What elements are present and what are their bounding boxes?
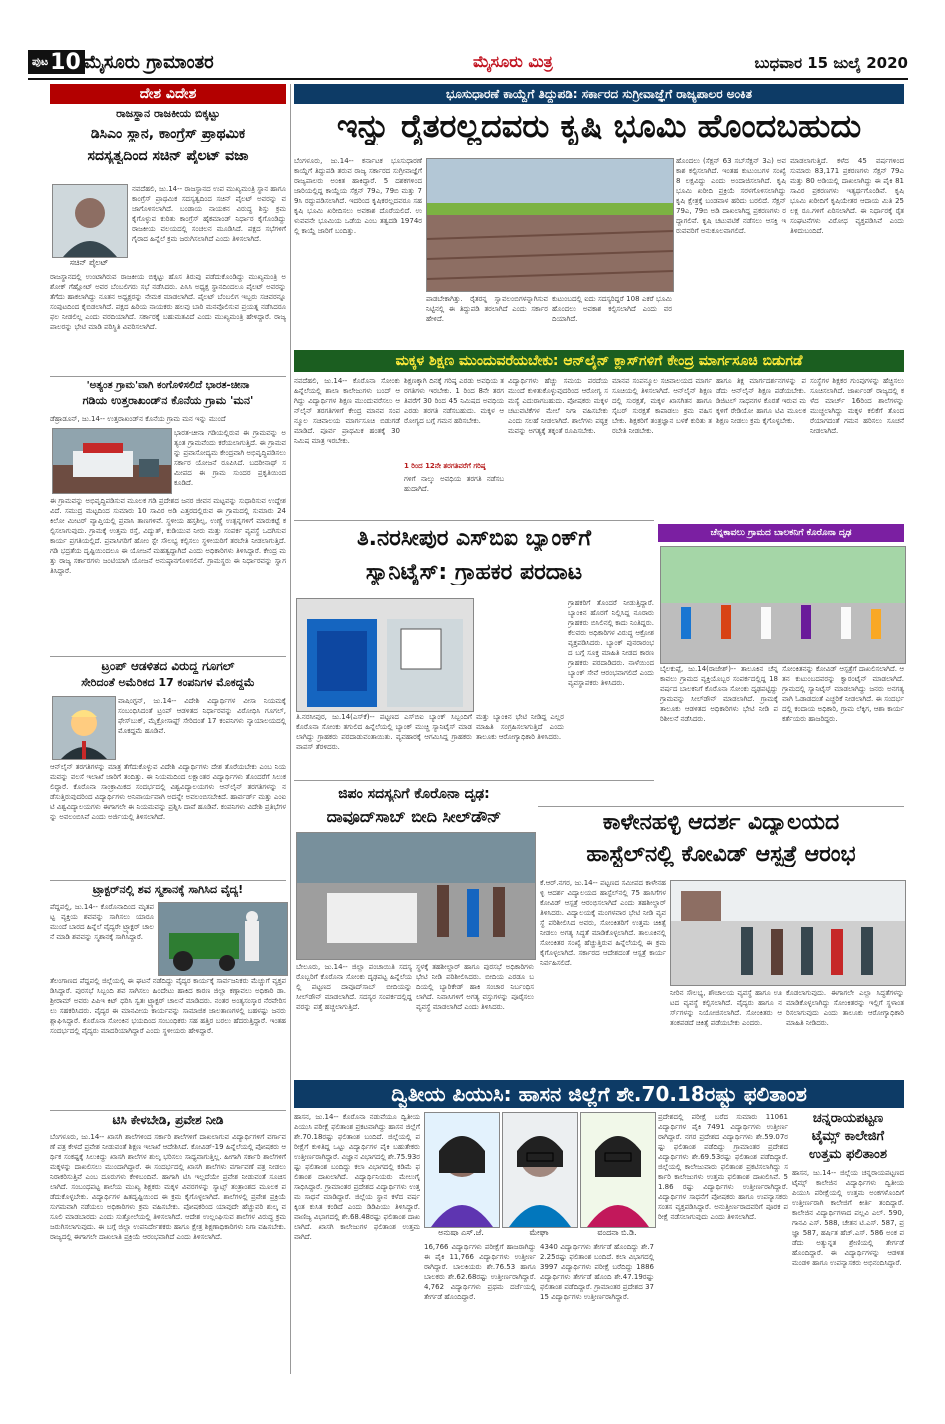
- sachin-pilot-photo: [52, 184, 128, 258]
- newspaper-name: ಮೈಸೂರು ಮಿತ್ರ: [473, 52, 553, 71]
- tractor-photo: [158, 902, 288, 976]
- top-body-col1: ಬೆಂಗಳೂರು, ಜು.14-- ಕರ್ನಾಟಕ ಭೂಸುಧಾರಣೆ ಕಾಯ್ದೆಗೆ ತಿದ್ದುಪಡಿ ತರುವ ರಾಜ್ಯ ಸರ್ಕಾರದ ಸುಗ್ರೀವಾಜ್ಞೆಗೆ ರಾಜ್ಯಪಾಲರು ಅಂಕಿತ ಹಾಕಿದ್ದಾರೆ. 5 ದಶಕಗಳಿಂದ ಜಾರಿಯಲ್ಲಿದ್ದ ಕಾಯ್ದೆಯ ಸೆಕ್ಷನ್ 79ಎ, 79ಬಿ ಮತ್ತು 79ಸಿ ರದ್ದುಪಡಿಸಲಾಗಿದೆ. ಇದರಿಂದ ಕೃಷಿಕರಲ್ಲದವರೂ ಸಹ ಕೃಷಿ ಭೂಮಿ ಖರೀದಿಸಲು ಅವಕಾಶ ದೊರೆಯಲಿದೆ. ಉಳುವವನೇ ಭೂಮಿಯ ಒಡೆಯ ಎಂಬ ತತ್ವದಡಿ 1974ರಲ್ಲಿ ಕಾಯ್ದೆ ಜಾರಿಗೆ ಬಂದಿತ್ತು.: [294, 157, 422, 235]
- puc-body-col3: 4340 ವಿದ್ಯಾರ್ಥಿಗಳು ತೇರ್ಗಡೆ ಹೊಂದಿದ್ದು ಶೇ.72.25ರಷ್ಟು ಫಲಿತಾಂಶ ಬಂದಿದೆ. ಕಲಾ ವಿಭಾಗದಲ್ಲಿ 3997 ವಿದ್ಯಾರ್ಥಿಗಳು ಪರೀಕ್ಷೆ ಬರೆದಿದ್ದು 1886 ವಿದ್ಯಾರ್ಥಿಗಳು ತೇರ್ಗಡೆ ಹೊಂದಿ ಶೇ.47.19ರಷ್ಟು ಫಲಿತಾಂಶ ಪಡೆದಿದ್ದಾರೆ. ಗ್ರಾಮಾಂತರ ಪ್ರದೇಶದ 3715 ವಿದ್ಯಾರ್ಥಿಗಳು ಉತ್ತೀರ್ಣರಾಗಿದ್ದಾರೆ.: [540, 1243, 654, 1301]
- puc-headline: ದ್ವಿತೀಯ ಪಿಯುಸಿ: ಹಾಸನ ಜಿಲ್ಲೆಗೆ ಶೇ.70.18ರಷ್ಟು ಫಲಿತಾಂಶ: [294, 1080, 904, 1108]
- story4-headline: ಟ್ರ್ಯಾಕ್ಟರ್‌ನಲ್ಲಿ ಶವ ಸ್ಮಶಾನಕ್ಕೆ ಸಾಗಿಸಿದ ವೈದ್ಯ!: [92, 884, 244, 896]
- issue-date: ಬುಧವಾರ 15 ಜುಲೈ 2020: [754, 54, 908, 72]
- online-body-col5: ಹಾಗೂ ತಿಕ್ಷ ಮಾರ್ಗದರ್ಶನಗಳನ್ನು ಪಡೆದು ಆನ್‌ಲೈನ್ ಶಿಕ್ಷಣ ಪಡೆಯಬೇಕು. ಡಿಜಿಟಲ್ ಸಾಧನಗಳ ಕೊರತೆ ಇರುವ ಮಕ್ಕಳಿಗೆ ರೇಡಿಯೋ ಹಾಗೂ ಟಿವಿ ಮೂಲಕ ಶಿಕ್ಷಣ ನೀಡಲು ಕ್ರಮ ಕೈಗೊಳ್ಳಬೇಕು.: [716, 377, 806, 425]
- top-strap: ಭೂಸುಧಾರಣೆ ಕಾಯ್ದೆಗೆ ತಿದ್ದುಪಡಿ: ಸರ್ಕಾರದ ಸುಗ್ರೀವಾಜ್ಞೆಗೆ ರಾಜ್ಯಪಾಲರ ಅಂಕಿತ: [294, 84, 904, 104]
- hostel-body-col1: ಕೆ.ಆರ್.ನಗರ, ಜು.14-- ಪಟ್ಟಣದ ಸಮೀಪದ ಕಾಳೇನಹಳ್ಳಿ ಆದರ್ಶ ವಿದ್ಯಾಲಯದ ಹಾಸ್ಟೆಲ್‌ನಲ್ಲಿ 75 ಹಾಸಿಗೆಗಳ ಕೋವಿಡ್ ಆಸ್ಪತ್ರೆ ಆರಂಭಿಸಲಾಗಿದೆ ಎಂದು ತಹಶೀಲ್ದಾರ್ ತಿಳಿಸಿದರು. ವಿದ್ಯಾಲಯಕ್ಕೆ ಮಂಗಳವಾರ ಭೇಟಿ ನೀಡಿ ವ್ಯವಸ್ಥೆ ಪರಿಶೀಲಿಸಿದ ಅವರು, ಸೋಂಕಿತರಿಗೆ ಉತ್ತಮ ಚಿಕಿತ್ಸೆ ನೀಡಲು ಅಗತ್ಯ ಸಿದ್ಧತೆ ಮಾಡಿಕೊಳ್ಳಲಾಗಿದೆ. ತಾಲೂಕಿನಲ್ಲಿ ಸೋಂಕಿತರ ಸಂಖ್ಯೆ ಹೆಚ್ಚುತ್ತಿರುವ ಹಿನ್ನೆಲೆಯಲ್ಲಿ ಈ ಕ್ರಮ ಕೈಗೊಳ್ಳಲಾಗಿದೆ. ಸರ್ಕಾರದ ಆದೇಶದಂತೆ ಆಸ್ಪತ್ರೆ ಕಾರ್ಯನಿರ್ವಹಿಸಲಿದೆ.: [540, 879, 666, 967]
- story2-headline-2: ಗಡಿಯ ಉತ್ತರಾಖಂಡ್‌ನ ಕೊನೆಯ ಗ್ರಾಮ 'ಮನ': [82, 395, 254, 407]
- online-body-col2: ಶಿಕ್ಷಣಕ್ಕಾಗಿ ದಿನಕ್ಕೆ ಗರಿಷ್ಠ ಎರಡು ಅವಧಿಯ ತರಗತಿಗಳು ಇರಬೇಕು. 1 ರಿಂದ 8ನೇ ತರಗತಿವರೆಗೆ 30 ರಿಂದ 45 ನಿಮಿಷದ ಅವಧಿಯ ಎರಡು ತರಗತಿ ನಡೆಸಬಹುದು. ಮಕ್ಕಳ ಆರೋಗ್ಯದ ಬಗ್ಗೆ ಗಮನ ಹರಿಸಬೇಕು.: [404, 377, 504, 425]
- divider: [538, 806, 904, 807]
- header-rule: [28, 78, 908, 80]
- online-class-headline: ಮಕ್ಕಳ ಶಿಕ್ಷಣ ಮುಂದುವರೆಯಬೇಕು: ಆನ್‌ಲೈನ್ ಕ್ಲಾಸ್‌ಗಳಿಗೆ ಕೇಂದ್ರ ಮಾರ್ಗಸೂಚಿ ಬಿಡುಗಡೆ: [294, 350, 904, 372]
- mana-village-photo: [52, 428, 172, 494]
- story4-body-b: ತೆಲಂಗಾಣದ ಪೆದ್ದಪಲ್ಲಿ ಜಿಲ್ಲೆಯಲ್ಲಿ ಈ ಘಟನೆ ನಡೆದಿದ್ದು ವೈದ್ಯರ ಕಾರ್ಯಕ್ಕೆ ಸಾರ್ವಜನಿಕರು ಮೆಚ್ಚುಗೆ ವ್ಯಕ್ತಪಡಿಸಿದ್ದಾರೆ. ಪುರಸಭೆ ಸಿಬ್ಬಂದಿ ಶವ ಸಾಗಿಸಲು ಹಿಂದೇಟು ಹಾಕಿದ ಕಾರಣ ಜಿಲ್ಲಾ ಕಣ್ಗಾವಲು ಅಧಿಕಾರಿ ಡಾ. ಶ್ರೀರಾಮ್ ಅವರು ಪಿಪಿಇ ಕಿಟ್ ಧರಿಸಿ ಸ್ವತಃ ಟ್ರ್ಯಾಕ್ಟರ್ ಚಾಲನೆ ಮಾಡಿದರು. ನಂತರ ಅಂತ್ಯಸಂಸ್ಕಾರ ನೆರವೇರಿಸಲು ಸಹಕರಿಸಿದರು. ವೈದ್ಯರ ಈ ಮಾನವೀಯ ಕಾರ್ಯವನ್ನು ಸಾಮಾಜಿಕ ಜಾಲತಾಣಗಳಲ್ಲಿ ಬಹಳಷ್ಟು ಜನರು ಶ್ಲಾಘಿಸಿದ್ದಾರೆ. ಕೊರೊನಾ ಸೋಂಕಿನ ಭಯದಿಂದ ಸಂಬಂಧಿಕರು ಸಹ ಹತ್ತಿರ ಬರಲು ಹೆದರುತ್ತಿದ್ದಾರೆ. ಇಂತಹ ಸಂದರ್ಭದಲ್ಲಿ ವೈದ್ಯರು ಮಾದರಿಯಾಗಿದ್ದಾರೆ ಎಂದು ಸ್ಥಳೀಯರು ಹೇಳಿದ್ದಾರೆ.: [50, 977, 286, 1035]
- story1-body-b: ರಾಜಸ್ಥಾನದಲ್ಲಿ ಉಂಟಾಗಿರುವ ರಾಜಕೀಯ ಬಿಕ್ಕಟ್ಟು ಹೊಸ ತಿರುವು ಪಡೆದುಕೊಂಡಿದ್ದು ಮುಖ್ಯಮಂತ್ರಿ ಅಶೋಕ್ ಗೆಹ್ಲೋಟ್ ಅವರ ಬೆಂಬಲಿಗರು ಸಭೆ ನಡೆಸಿದರು. ಪಿಸಿಸಿ ಅಧ್ಯಕ್ಷ ಸ್ಥಾನದಿಂದಲೂ ಪೈಲಟ್ ಅವರನ್ನು ತೆಗೆದು ಹಾಕಲಾಗಿದ್ದು ನೂತನ ಅಧ್ಯಕ್ಷರನ್ನು ನೇಮಕ ಮಾಡಲಾಗಿದೆ. ಪೈಲಟ್ ಬೆಂಬಲಿಗ ಇಬ್ಬರು ಸಚಿವರನ್ನೂ ಸಂಪುಟದಿಂದ ಕೈಬಿಡಲಾಗಿದೆ. ಪಕ್ಷದ ಹಿರಿಯ ನಾಯಕರು ಹಲವು ಬಾರಿ ಮನವೊಲಿಸುವ ಪ್ರಯತ್ನ ನಡೆಸಿದರೂ ಫಲ ನೀಡಲಿಲ್ಲ ಎಂದು ವರದಿಯಾಗಿದೆ. ಸರ್ಕಾರಕ್ಕೆ ಬಹುಮತವಿದೆ ಎಂದು ಮುಖ್ಯಮಂತ್ರಿ ಹೇಳಿದ್ದಾರೆ. ರಾಜ್ಯಪಾಲರನ್ನು ಭೇಟಿ ಮಾಡಿ ಪರಿಸ್ಥಿತಿ ವಿವರಿಸಲಾಗಿದೆ.: [50, 273, 286, 331]
- story3-body-a: ವಾಷಿಂಗ್ಟನ್, ಜು.14-- ವಿದೇಶಿ ವಿದ್ಯಾರ್ಥಿಗಳ ವೀಸಾ ನಿಯಮಕ್ಕೆ ಸಂಬಂಧಿಸಿದಂತೆ ಟ್ರಂಪ್ ಆಡಳಿತದ ನಿರ್ಧಾರವನ್ನು ವಿರೋಧಿಸಿ ಗೂಗಲ್, ಫೇಸ್‌ಬುಕ್, ಮೈಕ್ರೋಸಾಫ್ಟ್ ಸೇರಿದಂತೆ 17 ಕಂಪನಿಗಳು ನ್ಯಾಯಾಲಯದಲ್ಲಿ ಮೊಕದ್ದಮೆ ಹೂಡಿವೆ.: [118, 697, 286, 735]
- top-body-col4: ಹೊಂದಲು (ಸೆಕ್ಷನ್ 63 ಸಬ್‌ಸೆಕ್ಷನ್ 3ಎ) ಅವಕಾಶ ಕಲ್ಪಿಸಲಾಗಿದೆ. ಇಂತಹ ಕುಟುಂಬಗಳ ಸಂಖ್ಯೆ 8 ಲಕ್ಷವಿದ್ದು ಎಂದು ಅಂದಾಜಿಸಲಾಗಿದೆ. ಕೃಷಿ ಭೂಮಿ ಖರೀದಿ ಪ್ರಕ್ರಿಯೆ ಸರಳಗೊಳಿಸಲಾಗಿದ್ದು ಕೃಷಿ ಕ್ಷೇತ್ರಕ್ಕೆ ಬಂಡವಾಳ ಹರಿದು ಬರಲಿದೆ. ಸೆಕ್ಷನ್ 79ಎ, 79ಬಿ ಅಡಿ ದಾಖಲಾಗಿದ್ದ ಪ್ರಕರಣಗಳು ರದ್ದಾಗಲಿವೆ. ಕೃಷಿ ಚಟುವಟಿಕೆ ನಡೆಸಲು ಆಸಕ್ತಿ ಇರುವವರಿಗೆ ಅನುಕೂಲವಾಗಲಿದೆ.: [676, 157, 786, 235]
- online-body-col4: ಮಾನವ ಸಂಪನ್ಮೂಲ ಸಚಿವಾಲಯದ ಮಾರ್ಗಸೂಚಿಯಲ್ಲಿ ತಿಳಿಸಲಾಗಿದೆ. ಆನ್‌ಲೈನ್ ಶಿಕ್ಷಣದಲ್ಲಿ ಸುರಕ್ಷತೆ, ಮಕ್ಕಳ ಖಾಸಗಿತನ ಹಾಗೂ ಸೈಬರ್ ಸುರಕ್ಷತೆ ಕಾಪಾಡಲು ಕ್ರಮ ವಹಿಸಬೇಕು. ಶಿಕ್ಷಕರಿಗೆ ತಂತ್ರಜ್ಞಾನ ಬಳಕೆ ಕುರಿತು ತರಬೇತಿ ನೀಡಬೇಕು.: [612, 377, 712, 435]
- sealdown-headline-2: ದಾವೂದ್‌ಸಾಬ್ ಬೀದಿ ಸೀಲ್‌ಡೌನ್: [326, 808, 502, 826]
- chennakal-photo: [660, 546, 906, 664]
- chennakal-body-col2: ಸೋಂಕಿತನನ್ನು ಕೋವಿಡ್ ಆಸ್ಪತ್ರೆಗೆ ದಾಖಲಿಸಲಾಗಿದೆ. ಆತನ ಕುಟುಂಬದವರನ್ನು ಕ್ವಾರಂಟೈನ್ ಮಾಡಲಾಗಿದೆ. ಗ್ರಾಮದಲ್ಲಿ ಸ್ಯಾನಿಟೈಸ್ ಮಾಡಲಾಗಿದ್ದು ಜನರು ಅನಗತ್ಯವಾಗಿ ಓಡಾಡದಂತೆ ಎಚ್ಚರಿಕೆ ನೀಡಲಾಗಿದೆ. ಈ ಸಂದರ್ಭದಲ್ಲಿ ಕಂದಾಯ ಅಧಿಕಾರಿ, ಗ್ರಾಮ ಲೆಕ್ಕಿಗ, ಆಶಾ ಕಾರ್ಯಕರ್ತೆಯರು ಹಾಜರಿದ್ದರು.: [782, 665, 904, 723]
- chennakal-headline: ಚೆನ್ನಕಾವಲು ಗ್ರಾಮದ ಬಾಲಕನಿಗೆ ಕೊರೊನಾ ದೃಢ: [658, 524, 904, 542]
- sealdown-headline-1: ಜಿಪಂ ಸದಸ್ಯನಿಗೆ ಕೊರೊನಾ ದೃಢ:: [338, 786, 490, 802]
- chennakal-body-col1: ಬೈಲಕುಪ್ಪೆ, ಜು.14(ರಾಜೇಶ್)-- ತಾಲೂಕಿನ ಚೆನ್ನಕಾವಲು ಗ್ರಾಮದ ವ್ಯಕ್ತಿಯೊಬ್ಬರ ಸಂಪರ್ಕದಲ್ಲಿದ್ದ 18 ವರ್ಷದ ಬಾಲಕನಿಗೆ ಕೊರೊನಾ ಸೋಂಕು ದೃಢಪಟ್ಟಿದ್ದು ಗ್ರಾಮವನ್ನು ಸೀಲ್‌ಡೌನ್ ಮಾಡಲಾಗಿದೆ. ಗ್ರಾಮಕ್ಕೆ ತಾಲೂಕು ಆಡಳಿತದ ಅಧಿಕಾರಿಗಳು ಭೇಟಿ ನೀಡಿ ಪರಿಶೀಲನೆ ನಡೆಸಿದರು.: [660, 665, 778, 723]
- hostel-photo: [670, 880, 906, 986]
- section-tag: ದೇಶ ವಿದೇಶ: [50, 84, 286, 104]
- student-caption-2: ಮೇಘಾ: [529, 1228, 549, 1237]
- puc-body-col2: 16,766 ವಿದ್ಯಾರ್ಥಿಗಳು ಪರೀಕ್ಷೆಗೆ ಹಾಜರಾಗಿದ್ದು ಈ ಪೈಕಿ 11,766 ವಿದ್ಯಾರ್ಥಿಗಳು ಉತ್ತೀರ್ಣರಾಗಿದ್ದಾರೆ. ಬಾಲಕಿಯರು ಶೇ.76.53 ಹಾಗೂ ಬಾಲಕರು ಶೇ.62.68ರಷ್ಟು ಉತ್ತೀರ್ಣರಾಗಿದ್ದಾರೆ. 4,762 ವಿದ್ಯಾರ್ಥಿಗಳು ಪ್ರಥಮ ದರ್ಜೆಯಲ್ಲಿ ತೇರ್ಗಡೆ ಹೊಂದಿದ್ದಾರೆ.: [424, 1243, 536, 1301]
- hostel-headline-2: ಹಾಸ್ಟೆಲ್‌ನಲ್ಲಿ ಕೋವಿಡ್ ಆಸ್ಪತ್ರೆ ಆರಂಭ: [586, 842, 856, 867]
- student-photo-3: [580, 1112, 656, 1228]
- story2-headline-1: 'ಅತ್ಯಂತ ಗ್ರಾಮ'ವಾಗಿ ಕಂಗೊಳಿಸಲಿದೆ ಭಾರತ-ಚೀನಾ: [86, 380, 250, 391]
- story1-body-a: ನವದೆಹಲಿ, ಜು.14-- ರಾಜಸ್ಥಾನದ ಉಪ ಮುಖ್ಯಮಂತ್ರಿ ಸ್ಥಾನ ಹಾಗೂ ಕಾಂಗ್ರೆಸ್ ಪ್ರಾಥಮಿಕ ಸದಸ್ಯತ್ವದಿಂದ ಸಚಿನ್ ಪೈಲಟ್ ಅವರನ್ನು ವಜಾಗೊಳಿಸಲಾಗಿದೆ. ಬಂಡಾಯ ನಾಯಕನ ವಿರುದ್ಧ ಶಿಸ್ತು ಕ್ರಮ ಕೈಗೊಳ್ಳುವ ಕುರಿತು ಕಾಂಗ್ರೆಸ್ ಹೈಕಮಾಂಡ್ ನಿರ್ಧಾರ ಕೈಗೊಂಡಿದ್ದು ರಾಜಕೀಯ ವಲಯದಲ್ಲಿ ಸಂಚಲನ ಮೂಡಿಸಿದೆ. ಪಕ್ಷದ ಸಭೆಗಳಿಗೆ ಗೈರಾದ ಹಿನ್ನೆಲೆ ಕ್ರಮ ಜರುಗಿಸಲಾಗಿದೆ ಎಂದು ತಿಳಿಸಲಾಗಿದೆ.: [132, 185, 286, 243]
- page-number-badge: [28, 50, 85, 74]
- chr-headline-3: ಉತ್ತಮ ಫಲಿತಾಂಶ: [809, 1148, 887, 1162]
- story5-headline: ಟಿಸಿ ಕೇಳಬೇಡಿ, ಪ್ರವೇಶ ನೀಡಿ: [112, 1114, 224, 1127]
- story1-headline-1: ಡಿಸಿಎಂ ಸ್ಥಾನ, ಕಾಂಗ್ರೆಸ್ ಪ್ರಾಥಮಿಕ: [90, 126, 246, 142]
- divider: [294, 520, 654, 521]
- story5-body: ಬೆಂಗಳೂರು, ಜು.14-- ಖಾಸಗಿ ಶಾಲೆಗಳಿಂದ ಸರ್ಕಾರಿ ಶಾಲೆಗಳಿಗೆ ದಾಖಲಾಗುವ ವಿದ್ಯಾರ್ಥಿಗಳಿಗೆ ವರ್ಗಾವಣೆ ಪತ್ರ ಕೇಳದೆ ಪ್ರವೇಶ ನೀಡುವಂತೆ ಶಿಕ್ಷಣ ಇಲಾಖೆ ಆದೇಶಿಸಿದೆ. ಕೋವಿಡ್-19 ಹಿನ್ನೆಲೆಯಲ್ಲಿ ಪೋಷಕರು ಆರ್ಥಿಕ ಸಂಕಷ್ಟಕ್ಕೆ ಸಿಲುಕಿದ್ದು ಖಾಸಗಿ ಶಾಲೆಗಳ ಶುಲ್ಕ ಭರಿಸಲು ಸಾಧ್ಯವಾಗುತ್ತಿಲ್ಲ. ಹೀಗಾಗಿ ಸರ್ಕಾರಿ ಶಾಲೆಗಳಿಗೆ ಮಕ್ಕಳನ್ನು ದಾಖಲಿಸಲು ಮುಂದಾಗಿದ್ದಾರೆ. ಈ ಸಂದರ್ಭದಲ್ಲಿ ಖಾಸಗಿ ಶಾಲೆಗಳು ವರ್ಗಾವಣೆ ಪತ್ರ ನೀಡಲು ನಿರಾಕರಿಸುತ್ತಿವೆ ಎಂಬ ದೂರುಗಳು ಕೇಳಿಬಂದಿವೆ. ಹಾಗಾಗಿ ಟಿಸಿ ಇಲ್ಲದೆಯೇ ಪ್ರವೇಶ ನೀಡುವಂತೆ ಸೂಚಿಸಲಾಗಿದೆ. ಸಂಬಂಧಪಟ್ಟ ಶಾಲೆಯ ಮುಖ್ಯ ಶಿಕ್ಷಕರು ಮಕ್ಕಳ ವಿವರಗಳನ್ನು ಸ್ಯಾಟ್ಸ್ ತಂತ್ರಾಂಶದ ಮೂಲಕ ಪಡೆದುಕೊಳ್ಳಬೇಕು. ವಿದ್ಯಾರ್ಥಿಗಳ ಹಿತದೃಷ್ಟಿಯಿಂದ ಈ ಕ್ರಮ ಕೈಗೊಳ್ಳಲಾಗಿದೆ. ಶಾಲೆಗಳಲ್ಲಿ ಪ್ರವೇಶ ಪ್ರಕ್ರಿಯೆ ಸುಗಮವಾಗಿ ನಡೆಯಲು ಅಧಿಕಾರಿಗಳು ಕ್ರಮ ವಹಿಸಬೇಕು. ಪೋಷಕರಿಂದ ಯಾವುದೇ ಹೆಚ್ಚುವರಿ ಶುಲ್ಕ ವಸೂಲಿ ಮಾಡಬಾರದು ಎಂದು ಸುತ್ತೋಲೆಯಲ್ಲಿ ತಿಳಿಸಲಾಗಿದೆ. ಆದೇಶ ಉಲ್ಲಂಘಿಸುವ ಶಾಲೆಗಳ ವಿರುದ್ಧ ಕ್ರಮ ಜರುಗಿಸಲಾಗುವುದು. ಈ ಬಗ್ಗೆ ಜಿಲ್ಲಾ ಉಪನಿರ್ದೇಶಕರು ಹಾಗೂ ಕ್ಷೇತ್ರ ಶಿಕ್ಷಣಾಧಿಕಾರಿಗಳು ನಿಗಾ ವಹಿಸಬೇಕು. ರಾಜ್ಯದಲ್ಲಿ ಈಗಾಗಲೇ ದಾಖಲಾತಿ ಪ್ರಕ್ರಿಯೆ ಆರಂಭವಾಗಿದೆ ಎಂದು ತಿಳಿಸಲಾಗಿದೆ.: [50, 1133, 286, 1241]
- sbi-headline-2: ಸ್ಯಾನಿಟೈಸ್: ಗ್ರಾಹಕರ ಪರದಾಟ: [365, 560, 583, 585]
- chr-headline-2: ಟೈಮ್ಸ್ ಕಾಲೇಜಿಗೆ: [811, 1130, 885, 1144]
- page-header: [28, 50, 908, 76]
- farmland-photo: [426, 158, 674, 292]
- hostel-headline-1: ಕಾಳೇನಹಳ್ಳಿ ಆದರ್ಶ ವಿದ್ಯಾಲಯದ: [602, 810, 840, 835]
- divider: [50, 376, 286, 377]
- chr-headline-1: ಚನ್ನರಾಯಪಟ್ಟಣ: [812, 1112, 884, 1126]
- top-body-col3: ಕುಟುಂಬದಲ್ಲಿ ಐದು ಸದಸ್ಯರಿದ್ದರೆ 108 ಎಕರೆ ಭೂಮಿ ಹೊಂದಲು ಅವಕಾಶ ಕಲ್ಪಿಸಲಾಗಿದೆ ಎಂದು ವರದಿಯಾಗಿದೆ.: [552, 295, 672, 323]
- divider: [50, 1110, 286, 1111]
- sbi-body-col1: ತಿ.ನರಸೀಪುರ, ಜು.14(ಎಸ್‌ಕೆ)-- ಪಟ್ಟಣದ ಎಸ್‌ಬಿಐ ಬ್ಯಾಂಕ್ ಸಿಬ್ಬಂದಿಗೆ ಕೊರೊನಾ ಸೋಂಕು ತಗುಲಿದ ಹಿನ್ನೆಲೆಯಲ್ಲಿ ಬ್ಯಾಂಕ್ ಮುಚ್ಚಿ ಸ್ಯಾನಿಟೈಸ್ ಮಾಡಲಾಗಿದ್ದು ಗ್ರಾಹಕರು ಪರದಾಡುವಂತಾಯಿತು. ವ್ಯವಹಾರಕ್ಕೆ ಆಗಮಿಸಿದ್ದ ಗ್ರಾಹಕರು ವಾಪಸ್ ತೆರಳಿದರು.: [296, 713, 472, 751]
- puc-body-col4: ಪ್ರದೇಶದಲ್ಲಿ ಪರೀಕ್ಷೆ ಬರೆದ ಸುಮಾರು 11061 ವಿದ್ಯಾರ್ಥಿಗಳ ಪೈಕಿ 7491 ವಿದ್ಯಾರ್ಥಿಗಳು ಉತ್ತೀರ್ಣರಾಗಿದ್ದಾರೆ. ನಗರ ಪ್ರದೇಶದ ವಿದ್ಯಾರ್ಥಿಗಳು ಶೇ.59.07ರಷ್ಟು ಫಲಿತಾಂಶ ಪಡೆದಿದ್ದು ಗ್ರಾಮಾಂತರ ಪ್ರದೇಶದ ವಿದ್ಯಾರ್ಥಿಗಳು ಶೇ.69.53ರಷ್ಟು ಫಲಿತಾಂಶ ಪಡೆದಿದ್ದಾರೆ. ಜಿಲ್ಲೆಯಲ್ಲಿ ಕಾಲೇಜುವಾರು ಫಲಿತಾಂಶ ಪ್ರಕಟಿಸಲಾಗಿದ್ದು ಸರ್ಕಾರಿ ಕಾಲೇಜುಗಳು ಉತ್ತಮ ಫಲಿತಾಂಶ ದಾಖಲಿಸಿವೆ. 51.86 ರಷ್ಟು ವಿದ್ಯಾರ್ಥಿಗಳು ಉತ್ತೀರ್ಣರಾಗಿದ್ದಾರೆ. ವಿದ್ಯಾರ್ಥಿಗಳ ಸಾಧನೆಗೆ ಪೋಷಕರು ಹಾಗೂ ಉಪನ್ಯಾಸಕರು ಸಂತಸ ವ್ಯಕ್ತಪಡಿಸಿದ್ದಾರೆ. ಅನುತ್ತೀರ್ಣರಾದವರಿಗೆ ಪೂರಕ ಪರೀಕ್ಷೆ ನಡೆಸಲಾಗುವುದು ಎಂದು ತಿಳಿಸಲಾಗಿದೆ.: [658, 1113, 788, 1221]
- online-body-col2b: ಗಳಿಗೆ ನಾಲ್ಕು ಅವಧಿಯ ತರಗತಿ ನಡೆಸಬಹುದಾಗಿದೆ.: [404, 475, 504, 493]
- online-subhead: 1 ರಿಂದ 12ನೇ ತರಗತಿವರೆಗೆ ಗರಿಷ್ಠ: [404, 462, 486, 470]
- story3-headline-1: ಟ್ರಂಪ್ ಆಡಳಿತದ ವಿರುದ್ಧ ಗೂಗಲ್: [101, 660, 235, 673]
- student-photo-2: [502, 1112, 578, 1228]
- puc-body-col1: ಹಾಸನ, ಜು.14-- ಕೊರೊನಾ ನಡುವೆಯೂ ದ್ವಿತೀಯ ಪಿಯುಸಿ ಪರೀಕ್ಷೆ ಫಲಿತಾಂಶ ಪ್ರಕಟವಾಗಿದ್ದು ಹಾಸನ ಜಿಲ್ಲೆಗೆ ಶೇ.70.18ರಷ್ಟು ಫಲಿತಾಂಶ ಬಂದಿದೆ. ಜಿಲ್ಲೆಯಲ್ಲಿ ಪರೀಕ್ಷೆಗೆ ಕುಳಿತಿದ್ದ ಒಟ್ಟು ವಿದ್ಯಾರ್ಥಿಗಳ ಪೈಕಿ ಬಹುತೇಕರು ಉತ್ತೀರ್ಣರಾಗಿದ್ದಾರೆ. ವಿಜ್ಞಾನ ವಿಭಾಗದಲ್ಲಿ ಶೇ.75.93ರಷ್ಟು ಫಲಿತಾಂಶ ಬಂದಿದ್ದು ಕಲಾ ವಿಭಾಗದಲ್ಲಿ ಕಡಿಮೆ ಫಲಿತಾಂಶ ದಾಖಲಾಗಿದೆ. ವಿದ್ಯಾರ್ಥಿನಿಯರು ಮೇಲುಗೈ ಸಾಧಿಸಿದ್ದಾರೆ. ಗ್ರಾಮಾಂತರ ಪ್ರದೇಶದ ವಿದ್ಯಾರ್ಥಿಗಳು ಉತ್ತಮ ಸಾಧನೆ ಮಾಡಿದ್ದಾರೆ. ಜಿಲ್ಲೆಯ ಸ್ಥಾನ ಕಳೆದ ವರ್ಷಕ್ಕಿಂತ ಕುಸಿತ ಕಂಡಿದೆ ಎಂದು ಡಿಡಿಪಿಯು ತಿಳಿಸಿದ್ದಾರೆ. ವಾಣಿಜ್ಯ ವಿಭಾಗದಲ್ಲಿ ಶೇ.68.48ರಷ್ಟು ಫಲಿತಾಂಶ ದಾಖಲಾಗಿದೆ. ಖಾಸಗಿ ಕಾಲೇಜುಗಳ ಫಲಿತಾಂಶ ಉತ್ತಮವಾಗಿದೆ.: [294, 1113, 420, 1241]
- chr-body: ಹಾಸನ, ಜು.14-- ಜಿಲ್ಲೆಯ ಚನ್ನರಾಯಪಟ್ಟಣದ ಟೈಮ್ಸ್ ಕಾಲೇಜಿನ ವಿದ್ಯಾರ್ಥಿಗಳು ದ್ವಿತೀಯ ಪಿಯುಸಿ ಪರೀಕ್ಷೆಯಲ್ಲಿ ಉತ್ತಮ ಅಂಕಗಳೊಂದಿಗೆ ಉತ್ತೀರ್ಣರಾಗಿ ಕಾಲೇಜಿಗೆ ಕೀರ್ತಿ ತಂದಿದ್ದಾರೆ. ಕಾಲೇಜಿನ ವಿದ್ಯಾರ್ಥಿಗಳಾದ ಪಲ್ಲವಿ ಎಲ್. 590, ಗಾನವಿ ಎಸ್. 588, ಚೇತನ ಟಿ.ಎಸ್. 587, ಪ್ರಜ್ಞಾ 587, ಹರ್ಷಿತ ಹೆಚ್.ಎಸ್. 586 ಅಂಕ ಪಡೆದು ಅತ್ಯುನ್ನತ ಶ್ರೇಣಿಯಲ್ಲಿ ತೇರ್ಗಡೆ ಹೊಂದಿದ್ದಾರೆ. ಈ ವಿದ್ಯಾರ್ಥಿಗಳನ್ನು ಆಡಳಿತ ಮಂಡಳಿ ಹಾಗೂ ಉಪನ್ಯಾಸಕರು ಅಭಿನಂದಿಸಿದ್ದಾರೆ.: [792, 1169, 904, 1267]
- story3-body-b: ಆನ್‌ಲೈನ್ ತರಗತಿಗಳನ್ನು ಮಾತ್ರ ತೆಗೆದುಕೊಳ್ಳುವ ವಿದೇಶಿ ವಿದ್ಯಾರ್ಥಿಗಳು ದೇಶ ತೊರೆಯಬೇಕು ಎಂಬ ನಿಯಮವನ್ನು ವಲಸೆ ಇಲಾಖೆ ಜಾರಿಗೆ ತಂದಿತ್ತು. ಈ ನಿಯಮದಿಂದ ಲಕ್ಷಾಂತರ ವಿದ್ಯಾರ್ಥಿಗಳು ತೊಂದರೆಗೆ ಸಿಲುಕಲಿದ್ದಾರೆ. ಕೊರೊನಾ ಸಾಂಕ್ರಾಮಿಕದ ಸಂದರ್ಭದಲ್ಲಿ ವಿಶ್ವವಿದ್ಯಾಲಯಗಳು ಆನ್‌ಲೈನ್ ತರಗತಿಗಳನ್ನು ನಡೆಸುತ್ತಿರುವುದರಿಂದ ವಿದ್ಯಾರ್ಥಿಗಳು ಅನಿವಾರ್ಯವಾಗಿ ಅದನ್ನೇ ಅವಲಂಬಿಸಬೇಕಿದೆ. ಹಾರ್ವರ್ಡ್ ಮತ್ತು ಎಂಐಟಿ ವಿಶ್ವವಿದ್ಯಾಲಯಗಳು ಈಗಾಗಲೇ ಈ ನಿಯಮವನ್ನು ಪ್ರಶ್ನಿಸಿ ದಾವೆ ಹೂಡಿವೆ. ಕಂಪನಿಗಳು ವಿದೇಶಿ ಪ್ರತಿಭೆಗಳನ್ನು ಅವಲಂಬಿಸಿವೆ ಎಂದು ಅರ್ಜಿಯಲ್ಲಿ ತಿಳಿಸಲಾಗಿದೆ.: [50, 763, 286, 821]
- column-rule: [290, 84, 291, 1374]
- top-body-col5: ಮಾಡಲಾಗುತ್ತಿದೆ. ಕಳೆದ 45 ವರ್ಷಗಳಿಂದ ಸುಮಾರು 83,171 ಪ್ರಕರಣಗಳು ಸೆಕ್ಷನ್ 79ಎ ಮತ್ತು 80 ಅಡಿಯಲ್ಲಿ ದಾಖಲಾಗಿದ್ದು ಈ ಪೈಕಿ 81 ಸಾವಿರ ಪ್ರಕರಣಗಳು ಇತ್ಯರ್ಥಗೊಂಡಿವೆ. ಕೃಷಿ ಭೂಮಿ ಖರೀದಿಗೆ ಕೃಷಿಯೇತರ ಆದಾಯ ಮಿತಿ 25 ಲಕ್ಷ ರೂ.ಗಳಿಗೆ ಏರಿಸಲಾಗಿದೆ. ಈ ನಿರ್ಧಾರಕ್ಕೆ ರೈತ ಸಂಘಟನೆಗಳು ವಿರೋಧ ವ್ಯಕ್ತಪಡಿಸಿವೆ ಎಂದು ತಿಳಿದುಬಂದಿದೆ.: [790, 157, 904, 235]
- top-body-col2: ಪಾಡಬೇಕಾಗಿತ್ತು. ರೈತರನ್ನ ಸ್ವಾವಲಂಬಿಗಳನ್ನಾಗಿಸುವ ನಿಟ್ಟಿನಲ್ಲಿ ಈ ತಿದ್ದುಪಡಿ ತರಲಾಗಿದೆ ಎಂದು ಸರ್ಕಾರ ಹೇಳಿದೆ.: [426, 295, 548, 323]
- page-number: 10: [50, 49, 81, 75]
- online-body-col1: ನವದೆಹಲಿ, ಜು.14-- ಕೊರೊನಾ ಸೋಂಕು ಹಿನ್ನೆಲೆಯಲ್ಲಿ ಶಾಲಾ ಕಾಲೇಜುಗಳು ಬಂದ್ ಆಗಿದ್ದು ವಿದ್ಯಾರ್ಥಿಗಳ ಶಿಕ್ಷಣ ಮುಂದುವರೆಸಲು ಆನ್‌ಲೈನ್ ತರಗತಿಗಳಿಗೆ ಕೇಂದ್ರ ಮಾನವ ಸಂಪನ್ಮೂಲ ಸಚಿವಾಲಯ ಮಾರ್ಗಸೂಚಿ ಬಿಡುಗಡೆ ಮಾಡಿದೆ. ಪೂರ್ವ ಪ್ರಾಥಮಿಕ ಹಂತಕ್ಕೆ 30 ನಿಮಿಷ ಮಾತ್ರ ಇರಬೇಕು.: [294, 377, 400, 445]
- story1-headline-2: ಸದಸ್ಯತ್ವದಿಂದ ಸಚಿನ್ ಪೈಲಟ್ ವಜಾ: [87, 148, 249, 164]
- story2-body-a: ಭಾರತ-ಚೀನಾ ಗಡಿಯಲ್ಲಿರುವ ಈ ಗ್ರಾಮವನ್ನು ಅತ್ಯಂತ ಗ್ರಾಮವೆಂದು ಕರೆಯಲಾಗುತ್ತಿದೆ. ಈ ಗ್ರಾಮವನ್ನು ಪ್ರವಾಸೋದ್ಯಮ ಕೇಂದ್ರವಾಗಿ ಅಭಿವೃದ್ಧಿಪಡಿಸಲು ಸರ್ಕಾರ ಯೋಜನೆ ರೂಪಿಸಿದೆ. ಬದರೀನಾಥ್ ಸಮೀಪದ ಈ ಗ್ರಾಮ ಸುಂದರ ಪ್ರಕೃತಿಯಿಂದ ಕೂಡಿದೆ.: [174, 429, 286, 487]
- student-photo-1: [424, 1112, 500, 1228]
- story2-dateline: ಡೆಹ್ರಾಡೂನ್, ಜು.14-- ಉತ್ತರಾಖಂಡ್‌ನ ಕೊನೆಯ ಗ್ರಾಮ ಮನ ಇನ್ನು ಮುಂದೆ: [50, 415, 226, 423]
- sbi-body-col2: ಮತ್ತು ಬ್ಯಾಂಕಿನ ಭೇಟಿ ನೀಡಿದ್ದ ಎಲ್ಲರ ಮಾಹಿತಿ ಸಂಗ್ರಹಿಸಲಾಗುತ್ತಿದೆ ಎಂದು ತಾಲೂಕು ಆರೋಗ್ಯಾಧಿಕಾರಿ ತಿಳಿಸಿದರು.: [476, 713, 564, 741]
- story2-body-b: ಈ ಗ್ರಾಮವನ್ನು ಅಭಿವೃದ್ಧಿಪಡಿಸುವ ಮೂಲಕ ಗಡಿ ಪ್ರದೇಶದ ಜನರ ಜೀವನ ಮಟ್ಟವನ್ನು ಸುಧಾರಿಸುವ ಉದ್ದೇಶವಿದೆ. ಸಮುದ್ರ ಮಟ್ಟದಿಂದ ಸುಮಾರು 10 ಸಾವಿರ ಅಡಿ ಎತ್ತರದಲ್ಲಿರುವ ಈ ಗ್ರಾಮದಲ್ಲಿ ಸುಮಾರು 24 ಕಿಲೋ ಮೀಟರ್ ವ್ಯಾಪ್ತಿಯಲ್ಲಿ ಪ್ರವಾಸಿ ತಾಣಗಳಿವೆ. ಸ್ಥಳೀಯ ಹಸ್ತಶಿಲ್ಪ, ಉಣ್ಣೆ ಉತ್ಪನ್ನಗಳಿಗೆ ಮಾರುಕಟ್ಟೆ ಕಲ್ಪಿಸಲಾಗುವುದು. ಗ್ರಾಮಕ್ಕೆ ಉತ್ತಮ ರಸ್ತೆ, ವಿದ್ಯುತ್, ಕುಡಿಯುವ ನೀರು ಮತ್ತು ಸಂಪರ್ಕ ವ್ಯವಸ್ಥೆ ಒದಗಿಸುವ ಕಾರ್ಯ ಪ್ರಗತಿಯಲ್ಲಿದೆ. ಪ್ರವಾಸಿಗರಿಗೆ ಹೋಂ ಸ್ಟೇ ಸೌಲಭ್ಯ ಕಲ್ಪಿಸಲು ಸ್ಥಳೀಯರಿಗೆ ತರಬೇತಿ ನೀಡಲಾಗುತ್ತಿದೆ. ಗಡಿ ಭದ್ರತೆಯ ದೃಷ್ಟಿಯಿಂದಲೂ ಈ ಯೋಜನೆ ಮಹತ್ವದ್ದಾಗಿದೆ ಎಂದು ಅಧಿಕಾರಿಗಳು ತಿಳಿಸಿದ್ದಾರೆ. ಕೇಂದ್ರ ಮತ್ತು ರಾಜ್ಯ ಸರ್ಕಾರಗಳು ಜಂಟಿಯಾಗಿ ಯೋಜನೆ ಅನುಷ್ಠಾನಗೊಳಿಸಲಿವೆ. ಗ್ರಾಮಸ್ಥರು ಈ ನಿರ್ಧಾರವನ್ನು ಸ್ವಾಗತಿಸಿದ್ದಾರೆ.: [50, 497, 286, 575]
- story3-headline-2: ಸೇರಿದಂತೆ ಅಮೆರಿಕದ 17 ಕಂಪನಿಗಳ ಮೊಕದ್ದಮೆ: [81, 677, 255, 689]
- student-caption-3: ವಂದನಾ ಬಿ.ಡಿ.: [597, 1228, 637, 1237]
- online-body-col3: ವಿದ್ಯಾರ್ಥಿಗಳು ಹೆಚ್ಚು ಸಮಯ ಪರದೆಯ ಮುಂದೆ ಕುಳಿತುಕೊಳ್ಳುವುದರಿಂದ ಆರೋಗ್ಯ ಸಮಸ್ಯೆ ಎದುರಾಗಬಹುದು. ಪೋಷಕರು ಮಕ್ಕಳ ಚಟುವಟಿಕೆಗಳ ಮೇಲೆ ನಿಗಾ ವಹಿಸಬೇಕು ಎಂದು ಸಲಹೆ ನೀಡಲಾಗಿದೆ. ಶಾಲೆಗಳು ಪಠ್ಯಕ್ರಮವನ್ನು ಅಗತ್ಯಕ್ಕೆ ತಕ್ಕಂತೆ ರೂಪಿಸಬೇಕು.: [508, 377, 608, 435]
- page-label: ಪುಟ: [32, 55, 49, 68]
- hostel-body-col2: ನೀರಿನ ಸೌಲಭ್ಯ, ಶೌಚಾಲಯ ವ್ಯವಸ್ಥೆ ಹಾಗೂ ಊಟದ ವ್ಯವಸ್ಥೆ ಕಲ್ಪಿಸಲಾಗಿದೆ. ವೈದ್ಯರು ಹಾಗೂ ನರ್ಸ್‌ಗಳನ್ನು ನಿಯೋಜಿಸಲಾಗಿದೆ. ಸೋಂಕಿತರು ಆತಂಕಪಡದೆ ಚಿಕಿತ್ಸೆ ಪಡೆಯಬೇಕು ಎಂದರು.: [670, 989, 782, 1027]
- trump-photo: [52, 696, 116, 760]
- student-caption-1: ಅನುಷಾ ಎಸ್.ಜೆ.: [438, 1228, 484, 1237]
- sealdown-photo: [296, 832, 536, 960]
- sealdown-body-col1: ಬೇಲೂರು, ಜು.14-- ಜಿಲ್ಲಾ ಪಂಚಾಯಿತಿ ಸದಸ್ಯರೊಬ್ಬರಿಗೆ ಕೊರೊನಾ ಸೋಂಕು ದೃಢಪಟ್ಟ ಹಿನ್ನೆಲೆಯಲ್ಲಿ ಪಟ್ಟಣದ ದಾವೂದ್‌ಸಾಬ್ ಬೀದಿಯನ್ನು ಸೀಲ್‌ಡೌನ್ ಮಾಡಲಾಗಿದೆ. ಸದಸ್ಯರ ಸಂಪರ್ಕದಲ್ಲಿದ್ದವರನ್ನು ಪತ್ತೆ ಹಚ್ಚಲಾಗುತ್ತಿದೆ.: [296, 963, 412, 1011]
- divider: [50, 880, 286, 881]
- sealdown-body-col2: ಸ್ಥಳಕ್ಕೆ ತಹಶೀಲ್ದಾರ್ ಹಾಗೂ ಪುರಸಭೆ ಅಧಿಕಾರಿಗಳು ಭೇಟಿ ನೀಡಿ ಪರಿಶೀಲಿಸಿದರು. ಬೀದಿಯ ಎರಡೂ ಬದಿಯಲ್ಲಿ ಬ್ಯಾರಿಕೇಡ್ ಹಾಕಿ ಸಂಚಾರ ನಿರ್ಬಂಧಿಸಲಾಗಿದೆ. ನಿವಾಸಿಗಳಿಗೆ ಅಗತ್ಯ ವಸ್ತುಗಳನ್ನು ಪೂರೈಸಲು ವ್ಯವಸ್ಥೆ ಮಾಡಲಾಗಿದೆ ಎಂದು ತಿಳಿಸಿದರು.: [416, 963, 534, 1011]
- sbi-bank-photo: [296, 598, 474, 712]
- section-title: ಮೈಸೂರು ಗ್ರಾಮಾಂತರ: [84, 52, 214, 73]
- story1-kicker: ರಾಜಸ್ಥಾನ ರಾಜಕೀಯ ಬಿಕ್ಕಟ್ಟು: [116, 108, 220, 120]
- hostel-body-col3: ಕೊಡಲಾಗುವುದು. ಈಗಾಗಲೇ ಎಲ್ಲಾ ಸಿದ್ಧತೆಗಳನ್ನು ಮಾಡಿಕೊಳ್ಳಲಾಗಿದ್ದು ಸೋಂಕಿತರನ್ನು ಇಲ್ಲಿಗೆ ಸ್ಥಳಾಂತರಿಸಲಾಗುವುದು ಎಂದು ತಾಲೂಕು ಆರೋಗ್ಯಾಧಿಕಾರಿ ಮಾಹಿತಿ ನೀಡಿದರು.: [786, 989, 904, 1027]
- divider: [294, 780, 654, 781]
- divider: [50, 656, 286, 657]
- top-headline: ಇನ್ನು ರೈತರಲ್ಲದವರು ಕೃಷಿ ಭೂಮಿ ಹೊಂದಬಹುದು: [336, 108, 862, 145]
- sachin-pilot-caption: ಸಚಿನ್ ಪೈಲಟ್: [69, 258, 109, 267]
- sbi-body-col3: ಗ್ರಾಹಕರಿಗೆ ತೊಂದರೆ ನೀಡುತ್ತಿದ್ದಾರೆ. ಬ್ಯಾಂಕಿನ ಹೊರಗೆ ನಿಲ್ಲಿಸಿದ್ದ ನೂರಾರು ಗ್ರಾಹಕರು ಬಿಸಿಲಿನಲ್ಲಿ ಕಾದು ನಿಂತಿದ್ದರು. ಕೆಲವರು ಅಧಿಕಾರಿಗಳ ವಿರುದ್ಧ ಆಕ್ರೋಶ ವ್ಯಕ್ತಪಡಿಸಿದರು. ಬ್ಯಾಂಕ್ ಪುನರಾರಂಭದ ಬಗ್ಗೆ ಸೂಕ್ತ ಮಾಹಿತಿ ನೀಡದ ಕಾರಣ ಗ್ರಾಹಕರು ಪರದಾಡಿದರು. ನಾಳೆಯಿಂದ ಬ್ಯಾಂಕ್ ಸೇವೆ ಆರಂಭವಾಗಲಿದೆ ಎಂದು ವ್ಯವಸ್ಥಾಪಕರು ತಿಳಿಸಿದರು.: [568, 599, 654, 687]
- sbi-headline-1: ತಿ.ನರಸೀಪುರ ಎಸ್‌ಬಿಐ ಬ್ಯಾಂಕ್‌ಗೆ: [356, 526, 592, 551]
- story4-body-a: ಪೆದ್ದಪಲ್ಲಿ, ಜು.14-- ಕೊರೊನಾದಿಂದ ಮೃತಪಟ್ಟ ವ್ಯಕ್ತಿಯ ಶವವನ್ನು ಸಾಗಿಸಲು ಯಾರೂ ಮುಂದೆ ಬಾರದ ಹಿನ್ನೆಲೆ ವೈದ್ಯರೇ ಟ್ರ್ಯಾಕ್ಟರ್ ಚಾಲನೆ ಮಾಡಿ ಶವವನ್ನು ಸ್ಮಶಾನಕ್ಕೆ ಸಾಗಿಸಿದ್ದಾರೆ.: [50, 903, 154, 941]
- online-body-col6: ಸಂಸ್ಥೆಗಳ ಶಿಕ್ಷಕರ ಗುಂಪುಗಳನ್ನು ಹೆಚ್ಚಿಸಲು ಸೂಚಿಸಲಾಗಿದೆ. ಜಾರ್ಖಂಡ್ ರಾಜ್ಯದಲ್ಲಿ ಕಳೆದ ಮಾರ್ಚ್ 16ರಿಂದ ಶಾಲೆಗಳನ್ನು ಮುಚ್ಚಲಾಗಿದ್ದು ಮಕ್ಕಳ ಕಲಿಕೆಗೆ ತೊಂದರೆಯಾಗದಂತೆ ಗಮನ ಹರಿಸಲು ಸೂಚನೆ ನೀಡಲಾಗಿದೆ.: [810, 377, 904, 435]
